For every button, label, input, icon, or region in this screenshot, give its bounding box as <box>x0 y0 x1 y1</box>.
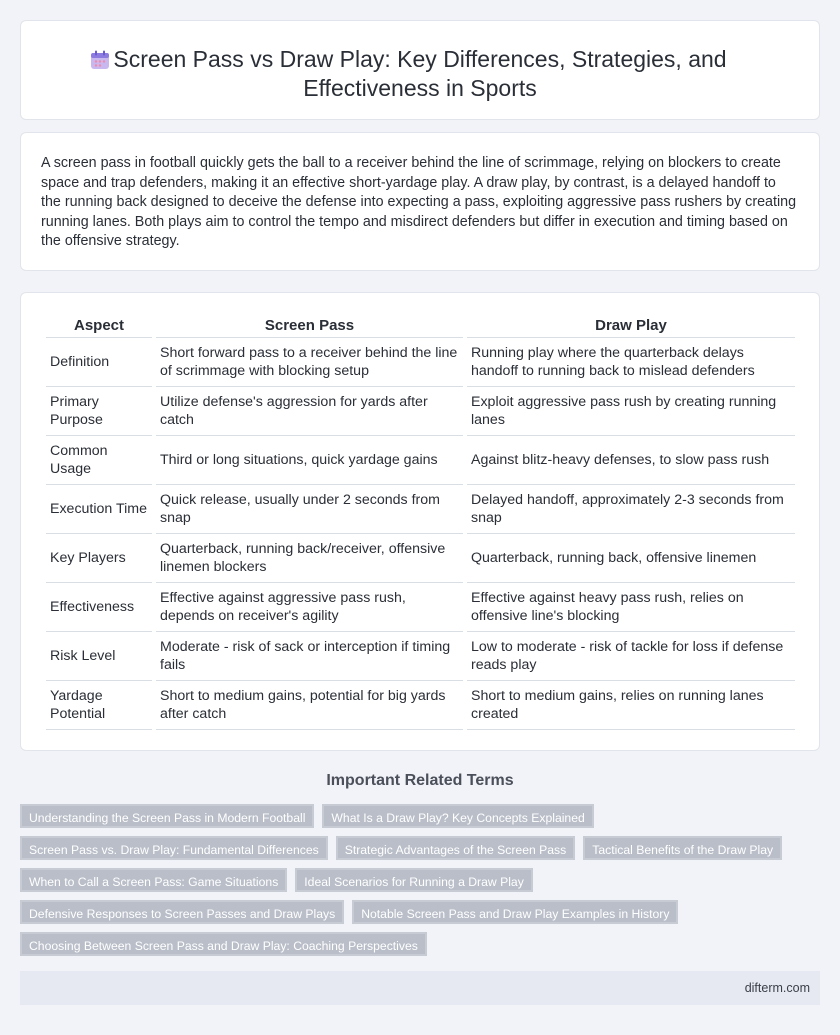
calendar-icon <box>89 49 111 71</box>
aspect-cell: Key Players <box>46 534 152 583</box>
related-term-link[interactable]: Choosing Between Screen Pass and Draw Play: Coaching Perspectives <box>20 932 427 956</box>
related-term-link[interactable]: Screen Pass vs. Draw Play: Fundamental Differences <box>20 836 328 860</box>
aspect-cell: Definition <box>46 338 152 387</box>
aspect-cell: Risk Level <box>46 632 152 681</box>
draw-play-cell: Delayed handoff, approximately 2-3 seconds from snap <box>467 485 795 534</box>
column-header-screen-pass: Screen Pass <box>156 313 463 338</box>
related-terms-title: Important Related Terms <box>326 772 514 789</box>
intro-text: A screen pass in football quickly gets the ball to a receiver behind the line of scrimmage, relying on blockers to create space and trap defenders, making it an effective short-yardage play. A draw play, by contrast, is a delayed handoff to the running back designed to deceive the defense into expecting a pass, exploiting aggressive pass rushers by creating running lanes. Both plays aim to control the tempo and misdirect defenders but differ in execution and timing based on the offensive strategy. <box>41 155 797 250</box>
screen-pass-cell: Short to medium gains, potential for big yards after catch <box>156 681 463 730</box>
column-header-draw-play: Draw Play <box>467 313 795 338</box>
tag-row <box>20 932 780 956</box>
table-row <box>46 485 795 534</box>
table-row <box>46 681 795 730</box>
tag-row <box>20 804 780 828</box>
related-term-link[interactable]: What Is a Draw Play? Key Concepts Explained <box>322 804 593 828</box>
draw-play-cell: Low to moderate - risk of tackle for loss if defense reads play <box>467 632 795 681</box>
screen-pass-cell: Moderate - risk of sack or interception if timing fails <box>156 632 463 681</box>
screen-pass-cell: Quick release, usually under 2 seconds from snap <box>156 485 463 534</box>
tag-row <box>20 868 780 892</box>
tag-row <box>20 836 780 860</box>
related-term-link[interactable]: Ideal Scenarios for Running a Draw Play <box>295 868 533 892</box>
table-row <box>46 338 795 387</box>
draw-play-cell: Effective against heavy pass rush, relies on offensive line's blocking <box>467 583 795 632</box>
column-header-aspect: Aspect <box>46 313 152 338</box>
tag-row <box>20 900 780 924</box>
footer-site-link[interactable]: difterm.com <box>744 981 810 995</box>
footer <box>20 971 820 1005</box>
draw-play-cell: Short to medium gains, relies on running lanes created <box>467 681 795 730</box>
aspect-cell: Yardage Potential <box>46 681 152 730</box>
related-term-link[interactable]: Defensive Responses to Screen Passes and Draw Plays <box>20 900 344 924</box>
draw-play-cell: Against blitz-heavy defenses, to slow pass rush <box>467 436 795 485</box>
related-term-link[interactable]: Strategic Advantages of the Screen Pass <box>336 836 576 860</box>
table-row <box>46 583 795 632</box>
related-term-link[interactable]: Understanding the Screen Pass in Modern Football <box>20 804 314 828</box>
comparison-table-card <box>20 292 820 751</box>
screen-pass-cell: Short forward pass to a receiver behind the line of scrimmage with blocking setup <box>156 338 463 387</box>
aspect-cell: Common Usage <box>46 436 152 485</box>
screen-pass-cell: Quarterback, running back/receiver, offensive linemen blockers <box>156 534 463 583</box>
related-term-link[interactable]: Notable Screen Pass and Draw Play Examples in History <box>352 900 678 924</box>
table-row <box>46 632 795 681</box>
table-header-row <box>46 313 795 338</box>
related-terms-list <box>20 804 780 964</box>
page-title: Screen Pass vs Draw Play: Key Differences, Strategies, and Effectiveness in Sports <box>113 46 727 101</box>
draw-play-cell: Running play where the quarterback delays handoff to running back to mislead defenders <box>467 338 795 387</box>
comparison-table <box>42 313 799 730</box>
title-wrap <box>21 45 819 103</box>
header-card <box>20 20 820 120</box>
screen-pass-cell: Third or long situations, quick yardage gains <box>156 436 463 485</box>
draw-play-cell: Exploit aggressive pass rush by creating running lanes <box>467 387 795 436</box>
table-row <box>46 534 795 583</box>
table-row <box>46 387 795 436</box>
related-term-link[interactable]: Tactical Benefits of the Draw Play <box>583 836 782 860</box>
intro-card <box>20 132 820 271</box>
draw-play-cell: Quarterback, running back, offensive linemen <box>467 534 795 583</box>
related-term-link[interactable]: When to Call a Screen Pass: Game Situations <box>20 868 287 892</box>
screen-pass-cell: Effective against aggressive pass rush, depends on receiver's agility <box>156 583 463 632</box>
screen-pass-cell: Utilize defense's aggression for yards after catch <box>156 387 463 436</box>
aspect-cell: Effectiveness <box>46 583 152 632</box>
table-row <box>46 436 795 485</box>
aspect-cell: Execution Time <box>46 485 152 534</box>
aspect-cell: Primary Purpose <box>46 387 152 436</box>
